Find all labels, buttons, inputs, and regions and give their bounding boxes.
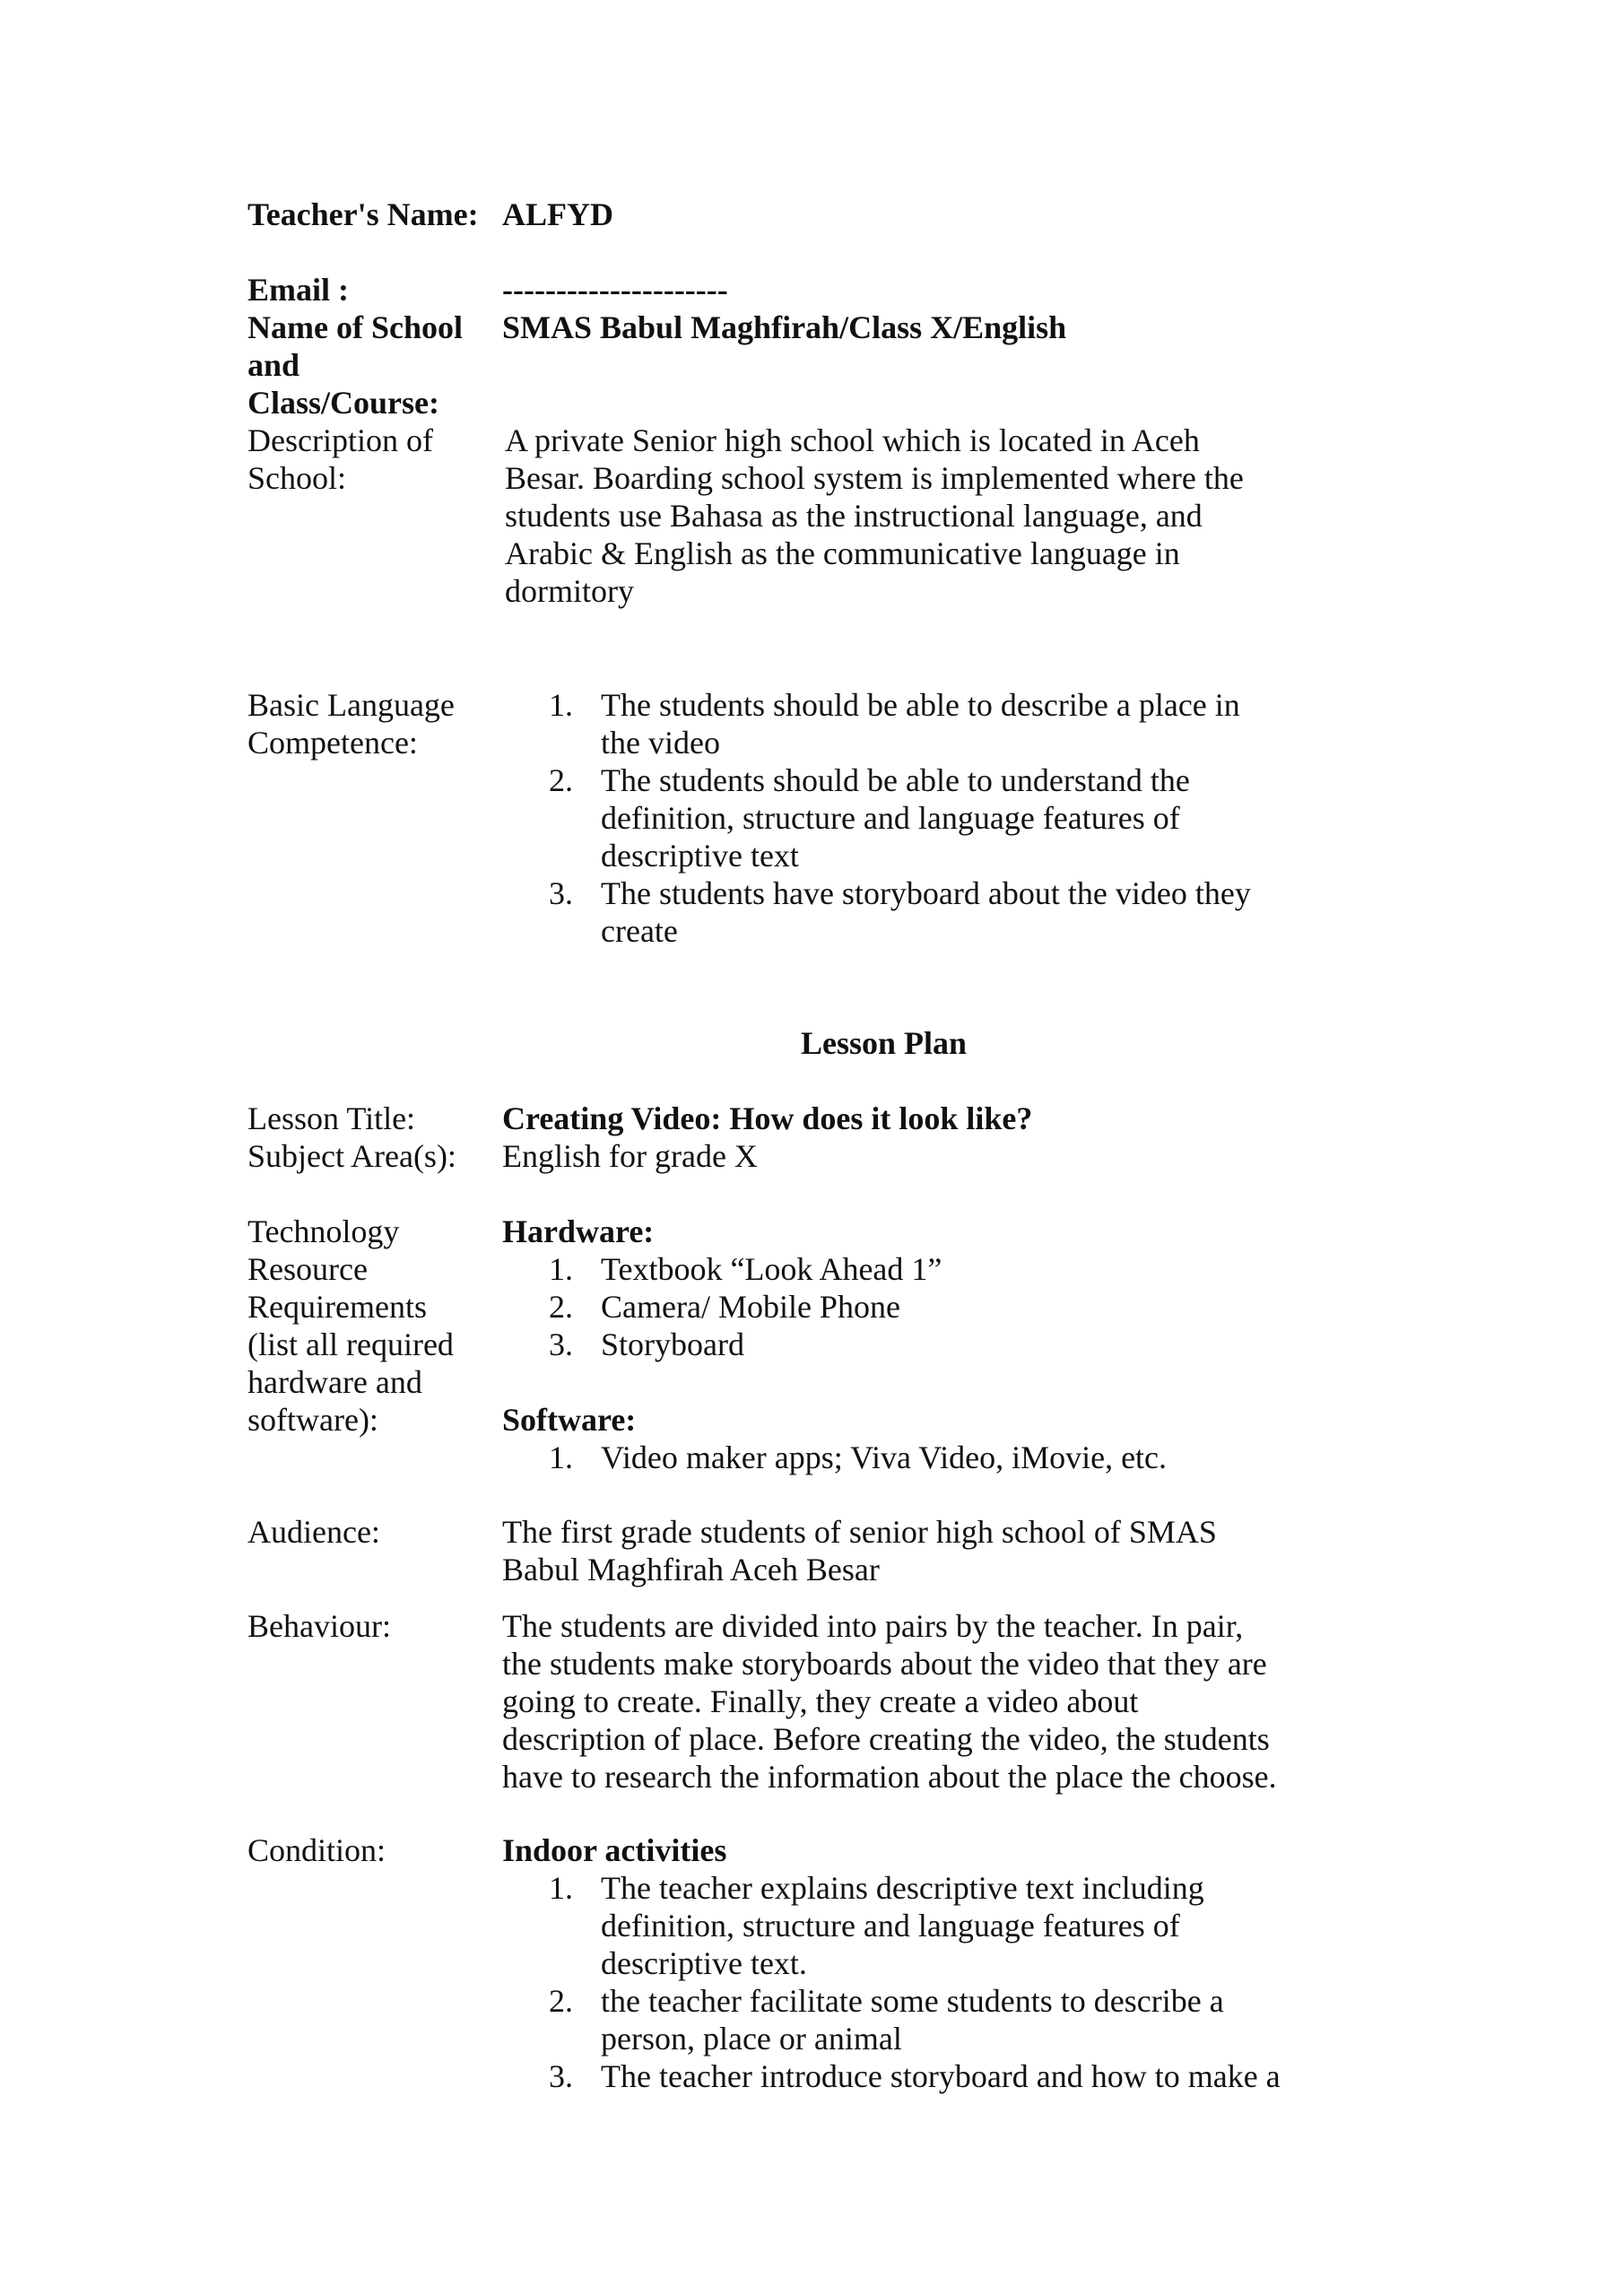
list-item-text: Textbook “Look Ahead 1” — [601, 1251, 942, 1287]
audience-value — [502, 1513, 1309, 1588]
description-line: Arabic & English as the communicative language in — [505, 535, 1180, 571]
behaviour-line: description of place. Before creating the video, the students — [502, 1721, 1270, 1757]
list-number: 1. — [549, 1251, 573, 1287]
list-item-text: create — [601, 913, 678, 949]
lesson-plan-title: Lesson Plan — [800, 1025, 968, 1061]
technology-label-line: software): — [248, 1402, 378, 1438]
audience-line: The first grade students of senior high school of SMAS — [502, 1514, 1217, 1550]
list-item-text: the video — [601, 725, 720, 761]
list-number: 3. — [549, 2058, 573, 2094]
teacher-name-label — [248, 196, 490, 233]
teacher-name-label-text: Teacher's Name: — [248, 196, 479, 232]
technology-value — [502, 1213, 1309, 1476]
list-item — [502, 1439, 1309, 1476]
technology-label-line: Requirements — [248, 1289, 427, 1325]
technology-label-line: Technology — [248, 1213, 400, 1249]
list-item — [502, 1869, 1309, 1982]
description-text — [505, 422, 1312, 610]
list-item-text: person, place or animal — [601, 2021, 902, 2057]
list-item — [502, 686, 1309, 761]
list-item-text: The teacher introduce storyboard and how to make a — [601, 2058, 1281, 2094]
lesson-title-value: Creating Video: How does it look like? — [502, 1100, 1033, 1136]
list-number: 2. — [549, 1983, 573, 2019]
behaviour-line: The students are divided into pairs by the teacher. In pair, — [502, 1608, 1244, 1644]
subject-label: Subject Area(s): — [248, 1138, 456, 1174]
list-item — [502, 1326, 1309, 1363]
audience-line: Babul Maghfirah Aceh Besar — [502, 1552, 880, 1587]
audience-label: Audience: — [248, 1514, 380, 1550]
software-list — [502, 1439, 1309, 1476]
lesson-title-label: Lesson Title: — [248, 1100, 416, 1136]
school-value: SMAS Babul Maghfirah/Class X/English — [502, 309, 1067, 345]
list-item-text: descriptive text. — [601, 1945, 807, 1981]
list-number: 2. — [549, 1289, 573, 1325]
condition-value — [502, 1831, 1309, 2095]
behaviour-line: the students make storyboards about the video that they are — [502, 1646, 1267, 1682]
software-heading: Software: — [502, 1402, 637, 1438]
indoor-activities-heading: Indoor activities — [502, 1832, 727, 1868]
description-line: dormitory — [505, 573, 634, 609]
technology-label — [248, 1213, 490, 1439]
list-item-text: descriptive text — [601, 838, 799, 874]
technology-label-line: hardware and — [248, 1364, 422, 1400]
description-label: Description of School: — [248, 422, 433, 496]
list-item-text: Storyboard — [601, 1326, 744, 1362]
email-label: Email : — [248, 272, 349, 308]
email-value: --------------------- — [502, 272, 728, 308]
hardware-heading: Hardware: — [502, 1213, 655, 1249]
list-item-text: Video maker apps; Viva Video, iMovie, etc. — [601, 1439, 1168, 1475]
list-item — [502, 1288, 1309, 1326]
behaviour-value — [502, 1607, 1309, 1796]
technology-label-line: Resource — [248, 1251, 368, 1287]
list-number: 1. — [549, 1870, 573, 1906]
list-item — [502, 1982, 1309, 2057]
description-line: students use Bahasa as the instructional language, and — [505, 498, 1203, 534]
technology-label-line: (list all required — [248, 1326, 454, 1362]
list-item-text: definition, structure and language features of — [601, 800, 1180, 836]
list-number: 3. — [549, 1326, 573, 1362]
list-number: 1. — [549, 1439, 573, 1475]
school-label: Name of School and Class/Course: — [248, 309, 463, 421]
description-line: Besar. Boarding school system is implemented where the — [505, 460, 1244, 496]
list-item-text: The students should be able to understand the — [601, 762, 1190, 798]
list-item-text: The students have storyboard about the video they — [601, 875, 1251, 911]
list-number: 1. — [549, 687, 573, 723]
behaviour-line: going to create. Finally, they create a video about — [502, 1683, 1139, 1719]
teacher-name-value: ALFYD — [502, 196, 613, 232]
list-item-text: the teacher facilitate some students to describe a — [601, 1983, 1224, 2019]
hardware-list — [502, 1250, 1309, 1363]
list-item — [502, 761, 1309, 874]
list-item — [502, 1250, 1309, 1288]
list-number: 2. — [549, 762, 573, 798]
behaviour-line: have to research the information about the place the choose. — [502, 1759, 1277, 1795]
list-number: 3. — [549, 875, 573, 911]
condition-list — [502, 1869, 1309, 2095]
competence-label: Basic Language Competence: — [248, 687, 455, 761]
subject-value: English for grade X — [502, 1138, 758, 1174]
behaviour-label: Behaviour: — [248, 1608, 391, 1644]
list-item-text: The teacher explains descriptive text including — [601, 1870, 1204, 1906]
list-item-text: definition, structure and language features of — [601, 1908, 1180, 1944]
description-line: A private Senior high school which is located in Aceh — [505, 422, 1200, 458]
list-item — [502, 2057, 1309, 2095]
list-item — [502, 874, 1309, 950]
condition-label: Condition: — [248, 1832, 386, 1868]
list-item-text: The students should be able to describe a place in — [601, 687, 1240, 723]
competence-list — [502, 686, 1309, 950]
list-item-text: Camera/ Mobile Phone — [601, 1289, 900, 1325]
